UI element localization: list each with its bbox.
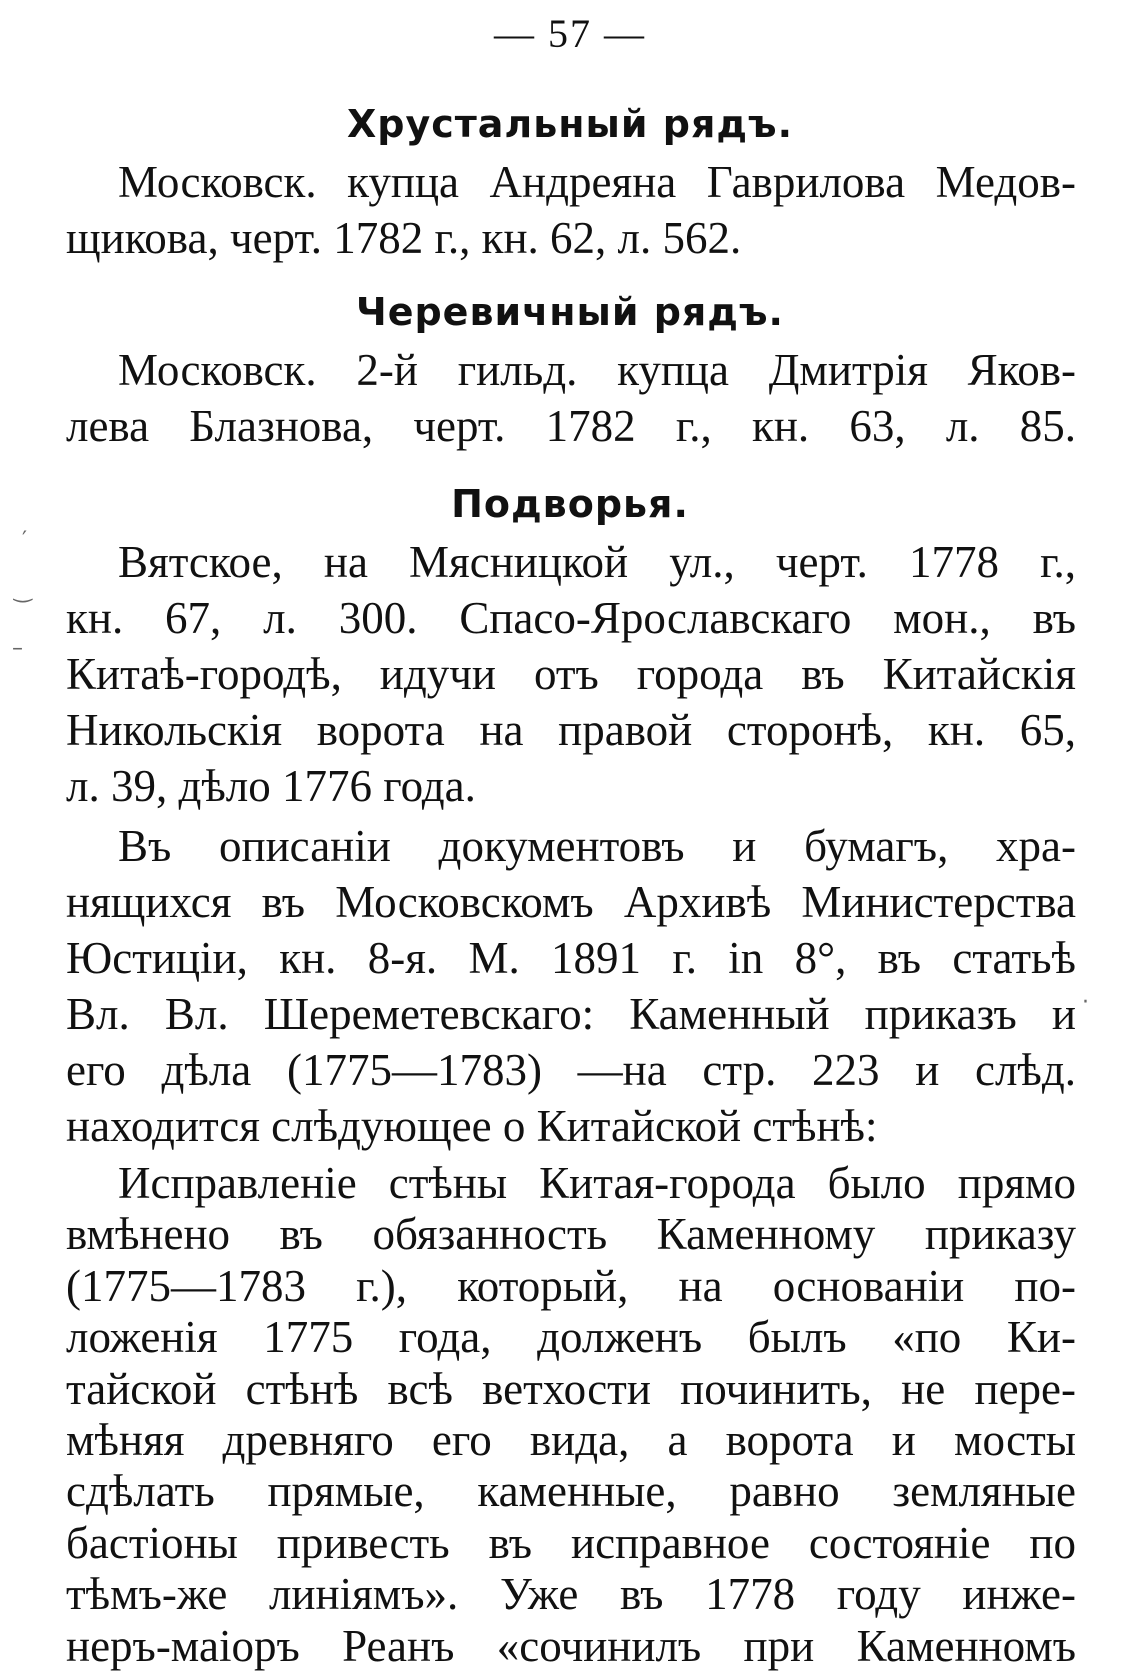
section-heading: Подворья. [451,482,689,526]
text-line: кн. 67, л. 300. Спасо-Ярославскаго мон., въ [66,593,1076,643]
text-line: мѣняя древняго его вида, а ворота и мосты [66,1415,1076,1465]
text-line: Юстиціи, кн. 8-я. М. 1891 г. in 8°, въ статьѣ [66,933,1076,983]
section-heading: Хрустальный рядъ. [346,102,794,146]
text-line: тайской стѣнѣ всѣ ветхости починить, не пере- [66,1363,1076,1414]
text-line: Исправленіе стѣны Китая-города было прямо [118,1158,1076,1208]
text-line: лева Блазнова, черт. 1782 г., кн. 63, л. 85. [66,401,1076,451]
text-line: щикова, черт. 1782 г., кн. 62, л. 562. [66,213,742,263]
margin-mark: ′ [22,528,27,553]
margin-mark: · [1082,990,1089,1015]
text-line: Никольскія ворота на правой сторонѣ, кн. 65, [66,705,1076,755]
margin-mark: ‿ [14,578,32,603]
text-line: нящихся въ Московскомъ Архивѣ Министерства [66,877,1076,927]
text-line: ложенія 1775 года, долженъ былъ «по Ки- [66,1312,1076,1363]
text-line: Вл. Вл. Шереметевскаго: Каменный приказъ и [66,989,1076,1039]
text-line: находится слѣдующее о Китайской стѣнѣ: [66,1101,878,1151]
text-line: бастіоны привесть въ исправное состояніе по [66,1517,1076,1568]
margin-mark: – [12,636,23,661]
page-number: — 57 — [494,11,646,56]
text-line: (1775—1783 г.), который, на основаніи по- [66,1260,1076,1311]
text-line: неръ-маіоръ Реанъ «сочинилъ при Каменномъ [66,1620,1076,1671]
text-line: Московск. 2-й гильд. купца Дмитрія Яков- [118,345,1076,395]
text-line: Въ описаніи документовъ и бумагъ, хра- [118,821,1076,871]
text-line: Китаѣ-городѣ, идучи отъ города въ Китайскія [66,649,1076,699]
text-line: Московск. купца Андреяна Гаврилова Медов- [118,157,1076,207]
text-line: его дѣла (1775—1783) —на стр. 223 и слѣд. [66,1045,1076,1095]
text-line: Вятское, на Мясницкой ул., черт. 1778 г., [118,537,1076,587]
section-heading: Черевичный рядъ. [356,290,784,334]
text-line: вмѣнено въ обязанность Каменному приказу [66,1209,1076,1260]
text-line: сдѣлать прямые, каменные, равно земляные [66,1466,1076,1517]
text-line: тѣмъ-же линіямъ». Уже въ 1778 году инже- [66,1569,1076,1620]
text-line: л. 39, дѣло 1776 года. [66,761,476,811]
